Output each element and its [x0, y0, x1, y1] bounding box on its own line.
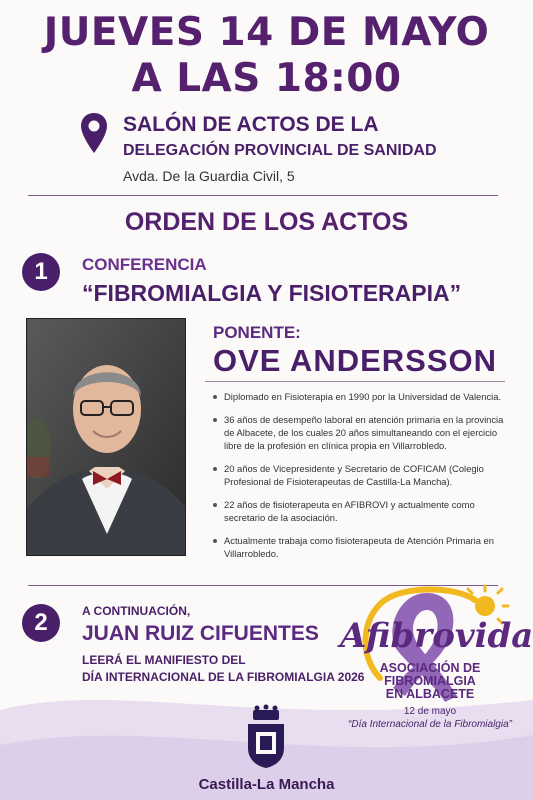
section-title: ORDEN DE LOS ACTOS [124, 208, 409, 236]
logo-line3: EN ALBACETE [385, 687, 475, 701]
act2-description-line1: LEERÁ EL MANIFIESTO DEL [82, 653, 246, 667]
speaker-bio-list [213, 390, 511, 570]
castilla-la-mancha-crest-icon [245, 704, 287, 770]
act2-number-badge: 2 [22, 604, 60, 642]
speaker-bio-item: Diplomado en Fisioterapia en 1990 por la Universidad de Valencia. [213, 390, 511, 403]
speaker-photo [26, 318, 186, 556]
region-name: Castilla-La Mancha [198, 776, 335, 793]
logo-date: 12 de mayo [403, 706, 457, 717]
speaker-name: OVE ANDERSSON [213, 343, 498, 378]
event-date: JUEVES 14 DE MAYO [43, 10, 490, 55]
speaker-bio-item: Actualmente trabaja como fisioterapeuta de Atención Primaria en Villarrobledo. [213, 534, 511, 560]
event-time: A LAS 18:00 [131, 56, 402, 101]
speaker-bio-item: 22 años de fisioterapeuta en AFIBROVI y actualmente como secretario de la asociación. [213, 498, 511, 524]
venue-line1: SALÓN DE ACTOS DE LA [123, 113, 379, 136]
logo-day-name: “Día Internacional de la Fibromialgia” [348, 719, 512, 730]
speaker-divider [205, 381, 505, 382]
venue-address: Avda. De la Guardia Civil, 5 [123, 168, 295, 184]
act1-number-badge: 1 [22, 253, 60, 291]
speaker-bio-item: 36 años de desempeño laboral en atención primaria en la provincia de Albacete, de los cuales 20 años simultaneando con el ejercicio libre de la profesión en clínica propia en Villarrobledo. [213, 413, 511, 452]
logo-line1: ASOCIACIÓN DE [379, 661, 481, 675]
act2-name: JUAN RUIZ CIFUENTES [82, 622, 319, 645]
act1-label: CONFERENCIA [82, 255, 207, 274]
speaker-label: PONENTE: [213, 323, 301, 342]
act2-label: A CONTINUACIÓN, [82, 604, 191, 618]
act1-title: “FIBROMIALGIA Y FISIOTERAPIA” [82, 280, 462, 306]
venue-line2: DELEGACIÓN PROVINCIAL DE SANIDAD [123, 142, 437, 159]
act2-description-line2: DÍA INTERNACIONAL DE LA FIBROMIALGIA 2026 [82, 670, 365, 684]
logo-line2: FIBROMIALGIA [384, 674, 476, 688]
logo-brand-name: Afibrovida [340, 616, 533, 656]
location-pin-icon [80, 112, 108, 154]
speaker-bio-item: 20 años de Vicepresidente y Secretario de COFICAM (Colegio Profesional de Fisioterapeutas de Castilla-La Mancha). [213, 462, 511, 488]
divider [28, 195, 498, 196]
